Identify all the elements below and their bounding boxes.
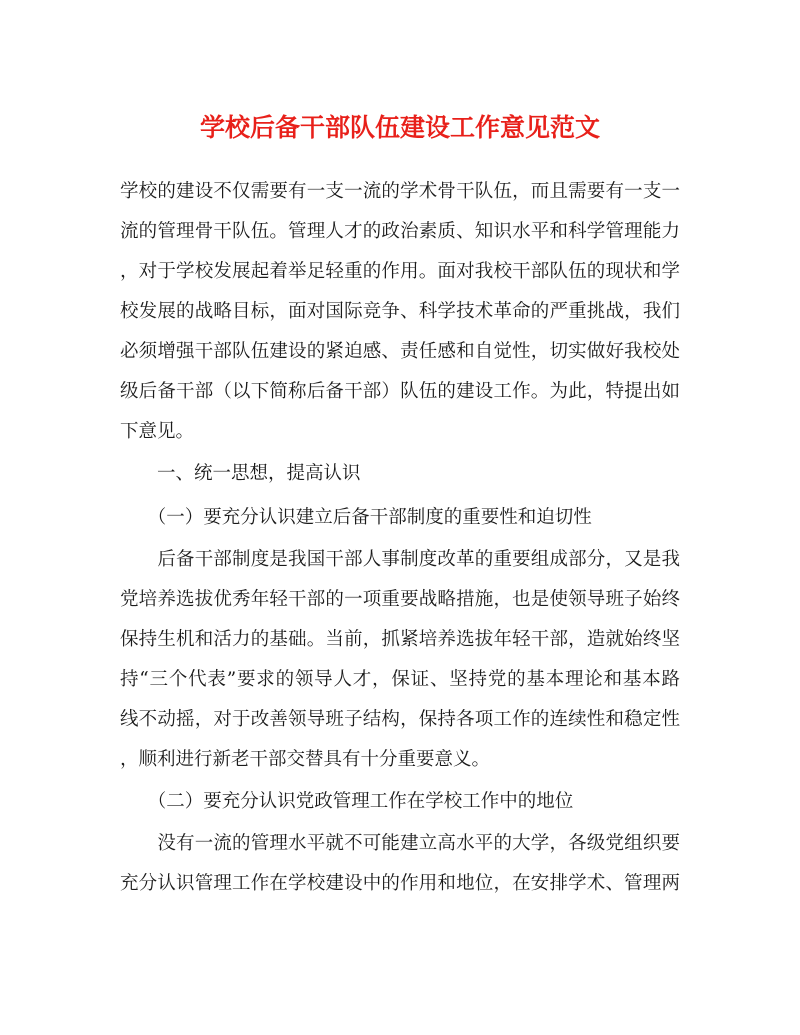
- text-line: 党培养选拔优秀年轻干部的一项重要战略措施，也是使领导班子始终: [120, 589, 680, 610]
- text-line: 后备干部制度是我国干部人事制度改革的重要组成部分，又是我: [120, 549, 680, 570]
- text-line: 级后备干部（以下简称后备干部）队伍的建设工作。为此，特提出如: [120, 381, 680, 402]
- text-line: 充分认识管理工作在学校建设中的作用和地位，在安排学术、管理两: [120, 873, 680, 894]
- text-line: 校发展的战略目标，面对国际竞争、科学技术革命的严重挑战，我们: [120, 301, 680, 322]
- text-line: 必须增强干部队伍建设的紧迫感、责任感和自觉性，切实做好我校处: [120, 341, 680, 362]
- text-line: 线不动摇，对于改善领导班子结构，保持各项工作的连续性和稳定性: [120, 709, 680, 730]
- subsection-heading: （二）要充分认识党政管理工作在学校工作中的地位: [120, 791, 574, 812]
- text-line: 保持生机和活力的基础。当前，抓紧培养选拔年轻干部，造就始终坚: [120, 629, 680, 650]
- text-line: 没有一流的管理水平就不可能建立高水平的大学，各级党组织要: [120, 833, 680, 854]
- text-line: 持“三个代表”要求的领导人才，保证、坚持党的基本理论和基本路: [120, 669, 680, 690]
- text-line: 学校的建设不仅需要有一支一流的学术骨干队伍，而且需要有一支一: [120, 181, 680, 202]
- text-line: 下意见。: [120, 421, 195, 442]
- subsection-heading: （一）要充分认识建立后备干部制度的重要性和迫切性: [120, 507, 592, 528]
- document-title: 学校后备干部队伍建设工作意见范文: [199, 113, 600, 142]
- text-line: 流的管理骨干队伍。管理人才的政治素质、知识水平和科学管理能力: [120, 221, 680, 242]
- text-line: ，对于学校发展起着举足轻重的作用。面对我校干部队伍的现状和学: [120, 261, 680, 282]
- section-heading: 一、统一思想，提高认识: [120, 463, 361, 484]
- text-line: ，顺利进行新老干部交替具有十分重要意义。: [120, 749, 491, 770]
